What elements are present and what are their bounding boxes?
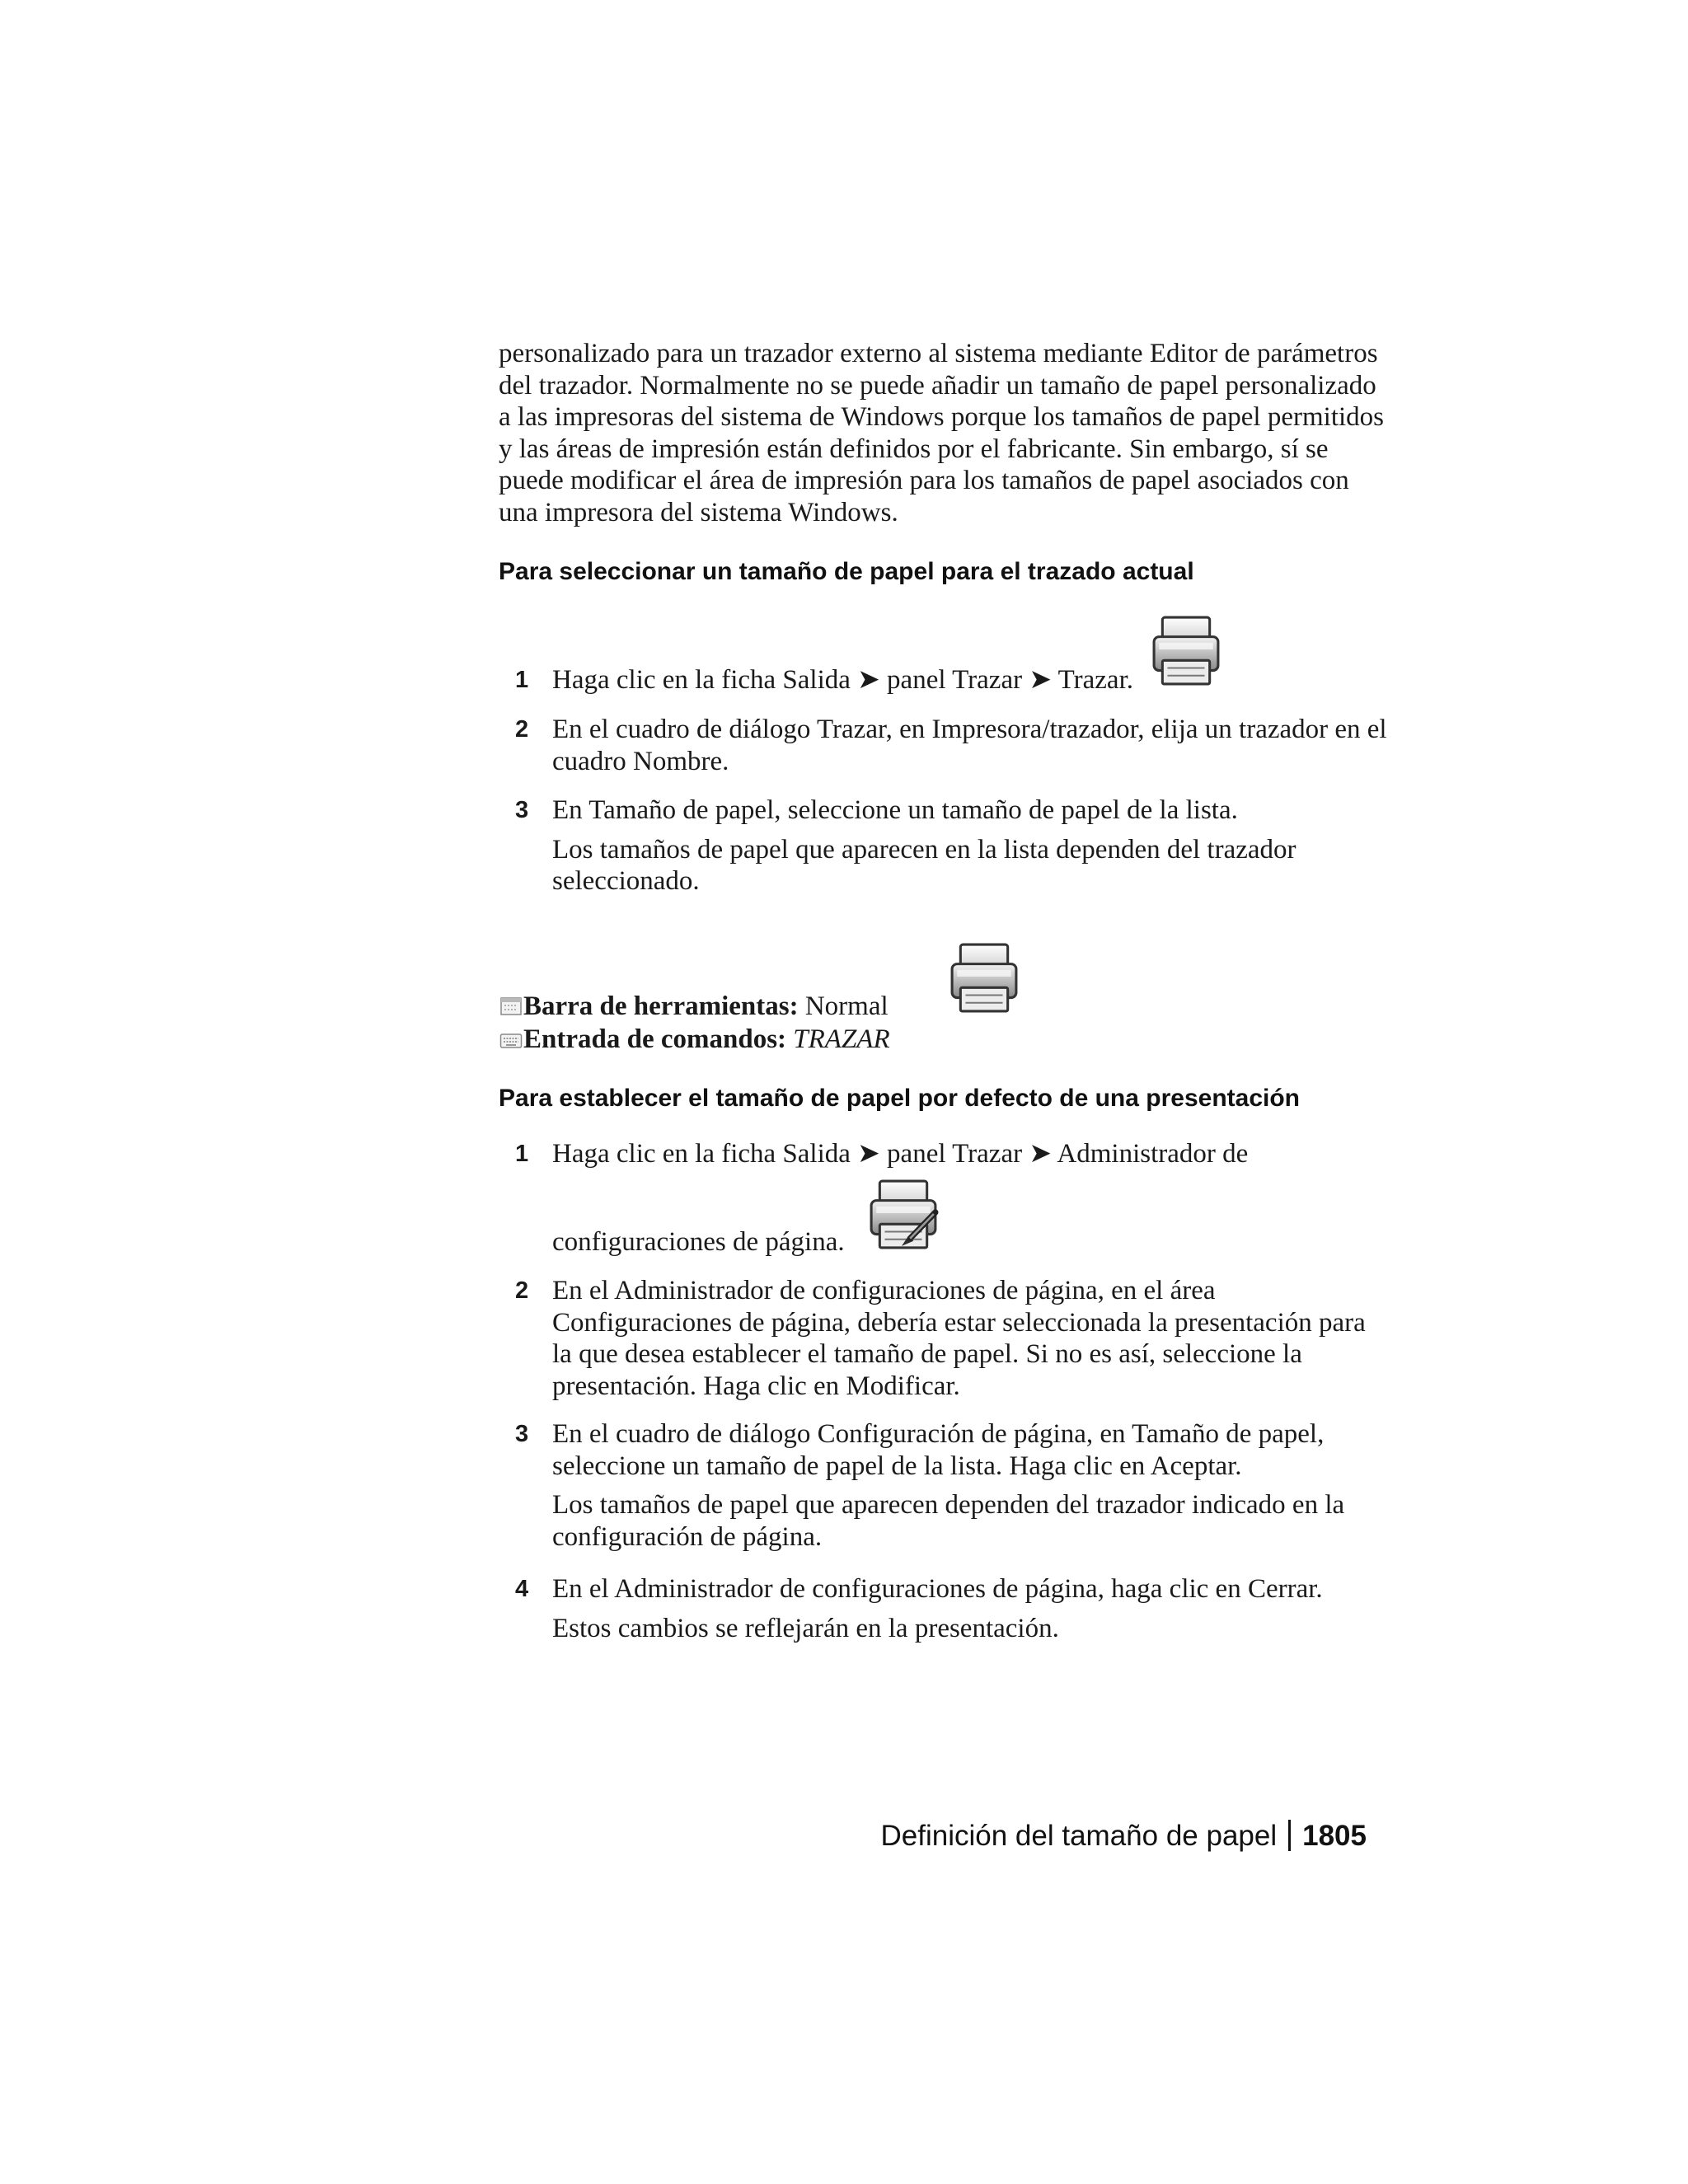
- command-reference: [499, 1023, 890, 1056]
- step-number: 4: [515, 1576, 529, 1602]
- footer-title: Definición del tamaño de papel: [880, 1820, 1278, 1852]
- step-number: 1: [515, 1141, 529, 1167]
- step-note: Estos cambios se reflejarán en la presentación.: [552, 1613, 1059, 1643]
- command-label: Entrada de comandos:: [523, 1024, 787, 1054]
- step-number: 3: [515, 797, 529, 823]
- step-text: Haga clic en la ficha Salida ➤ panel Trazar ➤ Trazar.: [552, 665, 1133, 695]
- page-footer: [881, 1820, 1367, 1853]
- section1-step-1: [499, 664, 1389, 696]
- section2-heading: Para establecer el tamaño de papel por defecto de una presentación: [499, 1085, 1300, 1112]
- step-number: 1: [515, 667, 529, 693]
- step-note: Los tamaños de papel que aparecen dependen del trazador indicado en la configuración de página.: [552, 1490, 1345, 1552]
- section1-heading: Para seleccionar un tamaño de papel para el trazado actual: [499, 558, 1194, 585]
- toolbar-icon: [499, 996, 523, 1017]
- toolbar-reference: [499, 990, 889, 1023]
- section2-step-3: [499, 1418, 1389, 1553]
- step-text: En el Administrador de configuraciones de página, haga clic en Cerrar.: [552, 1574, 1323, 1604]
- step-number: 2: [515, 716, 529, 743]
- section2-step-1: [499, 1138, 1389, 1258]
- section2-step-2: [499, 1275, 1389, 1402]
- plot-icon: [948, 942, 1020, 1013]
- section1-step-2: [499, 714, 1389, 777]
- toolbar-value: Normal: [804, 991, 889, 1021]
- step-number: 3: [515, 1421, 529, 1447]
- footer-separator: [1288, 1820, 1291, 1851]
- step-text: Haga clic en la ficha Salida ➤ panel Trazar ➤ Administrador de: [552, 1139, 1249, 1169]
- section1-step-3: [499, 794, 1389, 898]
- step-text: En el cuadro de diálogo Trazar, en Impresora/trazador, elija un trazador en el cuadro Nombre.: [552, 715, 1387, 776]
- plot-icon: [1150, 615, 1222, 686]
- step-text-continued: configuraciones de página.: [552, 1226, 845, 1257]
- step-text: En el cuadro de diálogo Configuración de página, en Tamaño de papel, seleccione un tamaño de papel de la lista. Haga clic en Aceptar.: [552, 1419, 1325, 1481]
- step-note: Los tamaños de papel que aparecen en la lista dependen del trazador seleccionado.: [552, 834, 1296, 896]
- toolbar-label: Barra de herramientas:: [523, 991, 799, 1021]
- keyboard-icon: [499, 1032, 523, 1050]
- step-number: 2: [515, 1277, 529, 1304]
- section2-step-4: [499, 1573, 1389, 1644]
- command-value: TRAZAR: [793, 1024, 890, 1054]
- intro-paragraph: personalizado para un trazador externo al sistema mediante Editor de parámetros del trazador. Normalmente no se puede añadir un tamaño de papel personalizado a las impresoras del sistema de Windows porque los tamaños de papel permitidos y las áreas de impresión están definidos por el fabricante. Sin embargo, sí se puede modificar el área de impresión para los tamaños de papel asociados con una impresora del sistema Windows.: [499, 339, 1384, 527]
- page-setup-manager-icon: [867, 1179, 940, 1249]
- step-text: En el Administrador de configuraciones de página, en el área Configuraciones de página, debería estar seleccionada la presentación para la que desea establecer el tamaño de papel. Si no es así, seleccione la presentación. Haga clic en Modificar.: [552, 1276, 1366, 1401]
- page-number: 1805: [1302, 1820, 1367, 1852]
- step-text: En Tamaño de papel, seleccione un tamaño de papel de la lista.: [552, 795, 1238, 825]
